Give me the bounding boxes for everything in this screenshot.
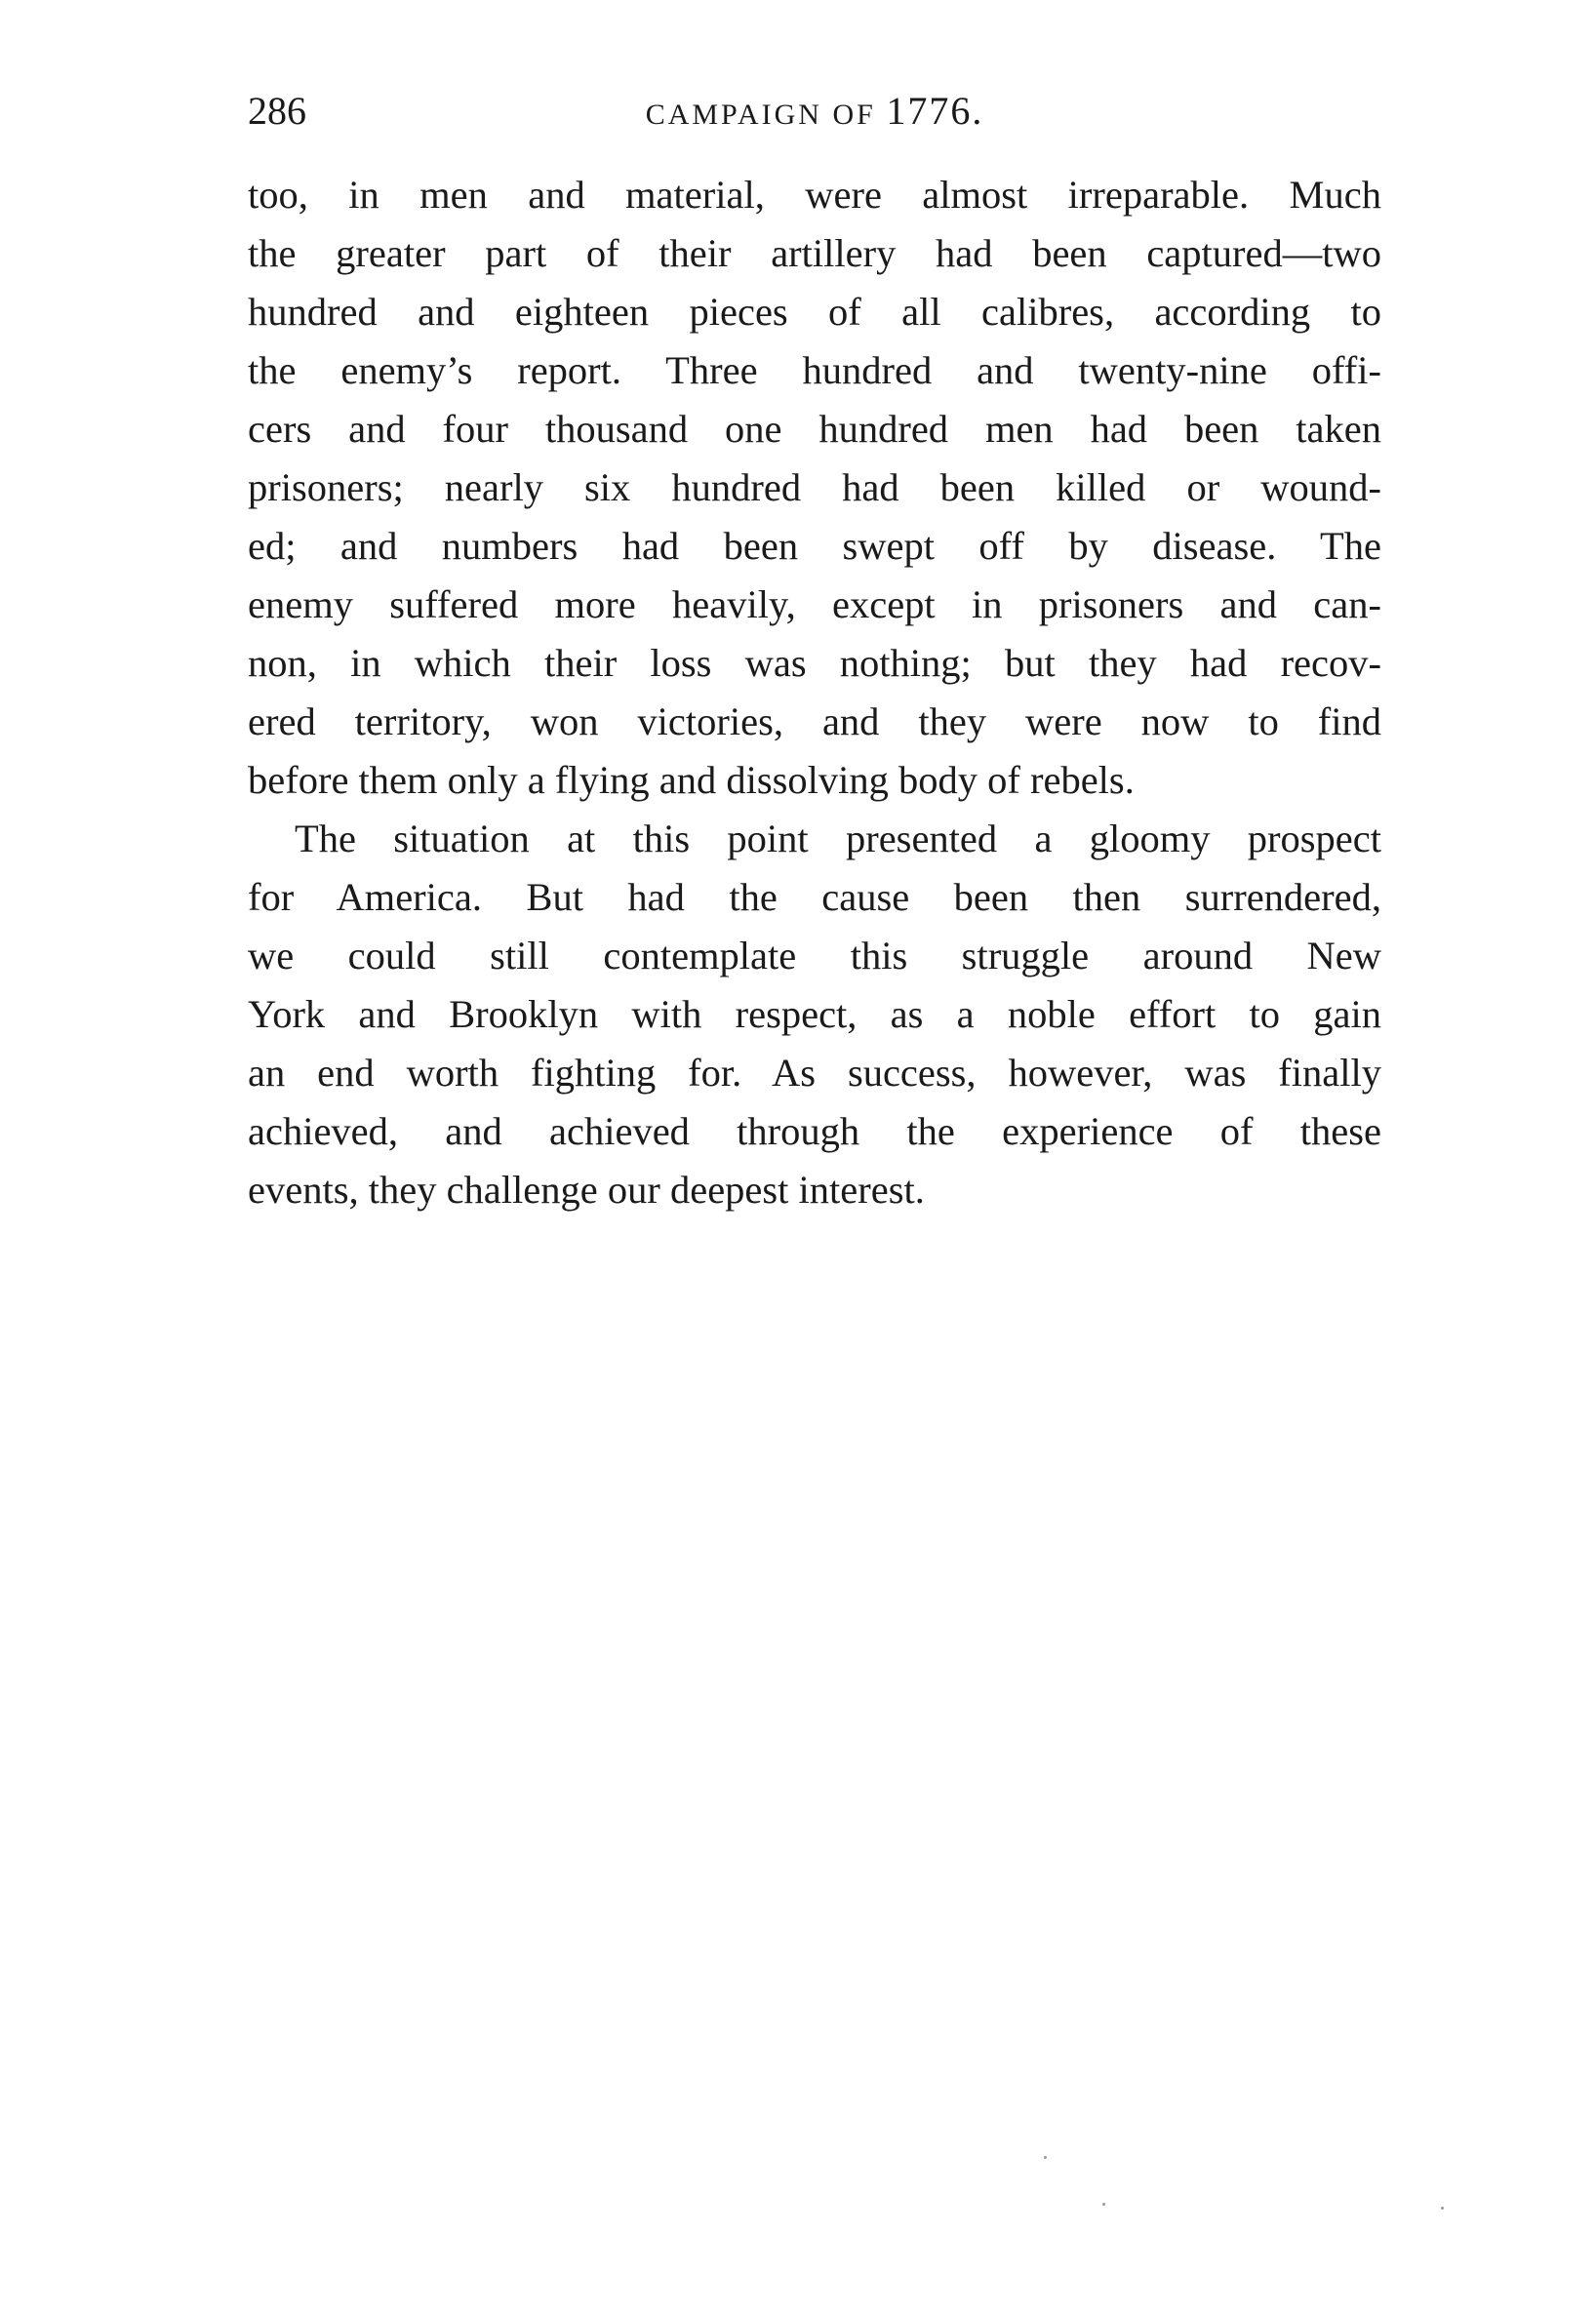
text-line: ered territory, won victories, and they were now to find (248, 699, 1381, 743)
text-line: cers and four thousand one hundred men had been taken (248, 407, 1381, 451)
text-line: prisoners; nearly six hundred had been killed or wound- (248, 465, 1381, 509)
text-line: ed; and numbers had been swept off by disease. The (248, 524, 1381, 568)
page-number: 286 (248, 89, 306, 133)
text-line: for America. But had the cause been then surrendered, (248, 875, 1381, 919)
running-head (248, 82, 1381, 140)
scan-speck (1102, 2203, 1105, 2206)
text-line: events, they challenge our deepest interest. (248, 1168, 925, 1212)
paragraph-2 (248, 810, 1381, 1219)
scan-speck (1441, 2207, 1444, 2210)
text-line: the enemy’s report. Three hundred and twenty-nine offi- (248, 348, 1381, 392)
running-title-text: CAMPAIGN OF (645, 99, 876, 131)
text-line: before them only a flying and dissolving body of rebels. (248, 758, 1135, 802)
text-line: too, in men and material, were almost irreparable. Much (248, 173, 1381, 217)
text-line: the greater part of their artillery had been captured—two (248, 231, 1381, 275)
paragraph-1 (248, 166, 1381, 810)
running-title (248, 82, 1381, 144)
running-title-year: 1776. (886, 89, 984, 133)
text-line: York and Brooklyn with respect, as a noble effort to gain (248, 992, 1381, 1036)
text-line: The situation at this point presented a gloomy prospect (295, 817, 1381, 860)
scan-speck (1044, 2156, 1047, 2159)
text-line: an end worth fighting for. As success, however, was finally (248, 1051, 1381, 1095)
text-line: we could still contemplate this struggle around New (248, 934, 1381, 977)
body-text (248, 166, 1381, 1219)
text-line: enemy suffered more heavily, except in prisoners and can- (248, 582, 1381, 626)
text-line: hundred and eighteen pieces of all calibres, according to (248, 290, 1381, 334)
text-line: non, in which their loss was nothing; but they had recov- (248, 641, 1381, 685)
text-line: achieved, and achieved through the experience of these (248, 1109, 1381, 1153)
